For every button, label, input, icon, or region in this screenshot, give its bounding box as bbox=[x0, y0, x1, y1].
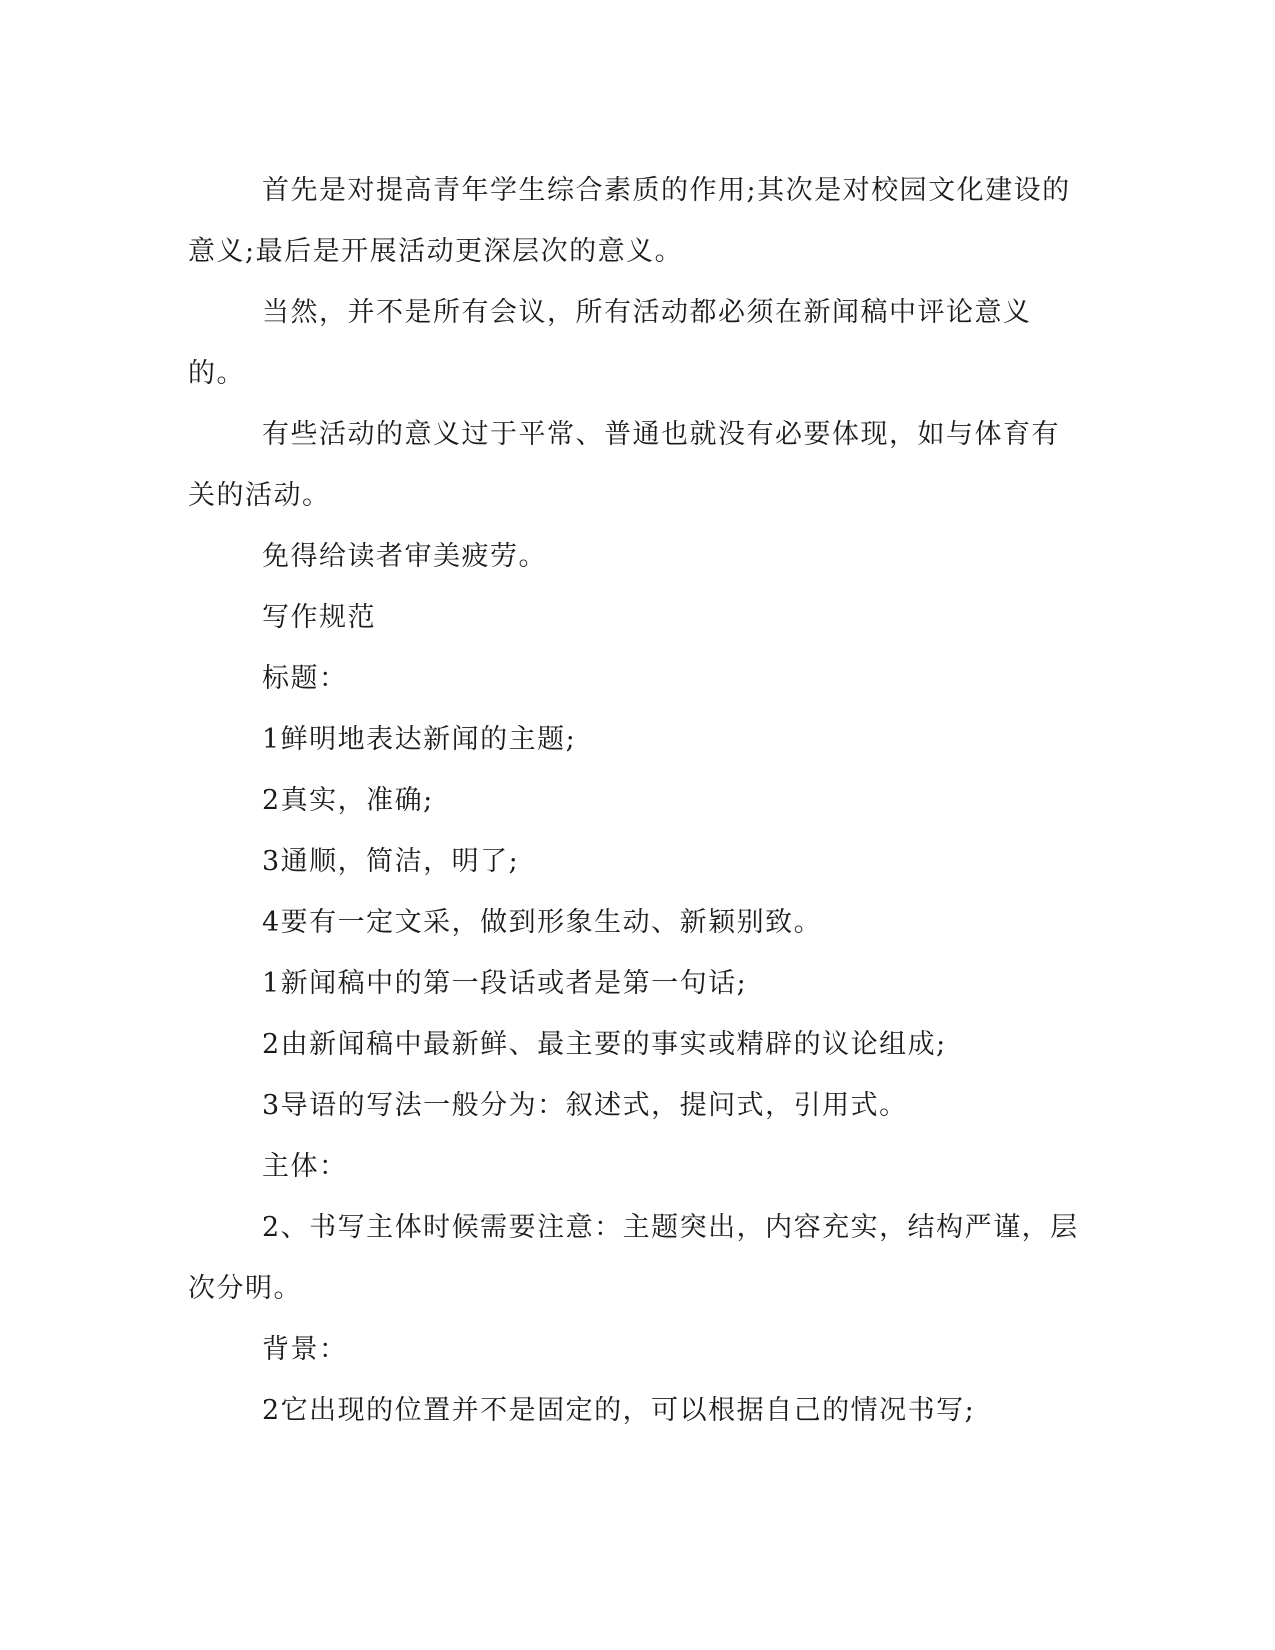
lead-rule-3: 3导语的写法一般分为：叙述式，提问式，引用式。 bbox=[262, 1090, 908, 1121]
title-rule-4: 4要有一定文采，做到形象生动、新颖别致。 bbox=[262, 907, 823, 938]
heading-writing-standards: 写作规范 bbox=[262, 602, 376, 633]
lead-rule-2: 2由新闻稿中最新鲜、最主要的事实或精辟的议论组成; bbox=[262, 1029, 947, 1060]
paragraph-significance: 首先是对提高青年学生综合素质的作用;其次是对校园文化建设的意义;最后是开展活动更深层次的意义。 bbox=[188, 175, 1071, 267]
body-rule-2: 2、书写主体时候需要注意：主题突出，内容充实，结构严谨，层次分明。 bbox=[188, 1212, 1079, 1304]
background-rule-2: 2它出现的位置并不是固定的，可以根据自己的情况书写; bbox=[262, 1395, 976, 1426]
heading-body: 主体： bbox=[262, 1151, 348, 1182]
paragraph-not-all-activities: 当然，并不是所有会议，所有活动都必须在新闻稿中评论意义的。 bbox=[188, 297, 1032, 389]
paragraph-ordinary-activities: 有些活动的意义过于平常、普通也就没有必要体现，如与体育有关的活动。 bbox=[188, 419, 1060, 511]
paragraph-avoid-fatigue: 免得给读者审美疲劳。 bbox=[262, 541, 547, 572]
heading-background: 背景： bbox=[262, 1334, 348, 1365]
document-body bbox=[188, 160, 1088, 1441]
title-rule-2: 2真实，准确; bbox=[262, 785, 434, 816]
title-rule-3: 3通顺，简洁，明了; bbox=[262, 846, 520, 877]
title-rule-1: 1鲜明地表达新闻的主题; bbox=[262, 724, 577, 755]
lead-rule-1: 1新闻稿中的第一段话或者是第一句话; bbox=[262, 968, 748, 999]
heading-title: 标题： bbox=[262, 663, 348, 694]
